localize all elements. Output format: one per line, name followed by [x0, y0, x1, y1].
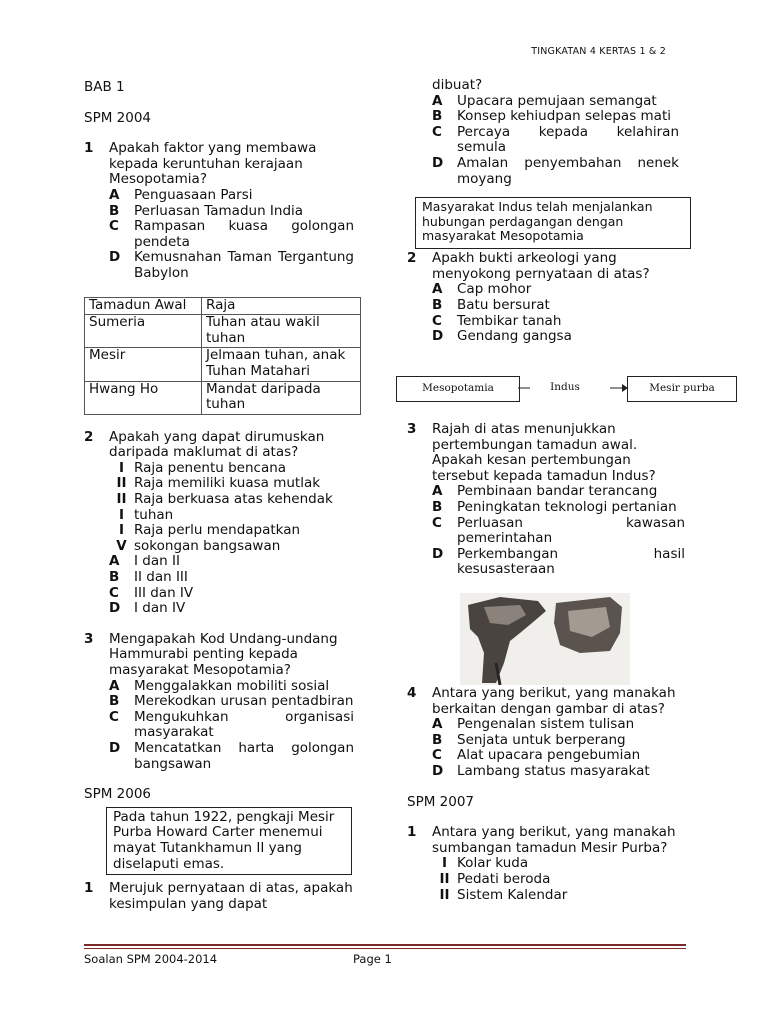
section-spm2007: SPM 2007: [407, 793, 475, 810]
section-spm2004: SPM 2004: [84, 109, 152, 126]
table-header: Tamadun Awal: [85, 297, 202, 315]
table-cell: Mandat daripada tuhan: [202, 381, 361, 414]
question-number: 1: [84, 140, 94, 157]
flow-box-mesopotamia: Mesopotamia: [396, 376, 520, 402]
flow-box-mesir-purba: Mesir purba: [627, 376, 737, 402]
stimulus-box-indus: Masyarakat Indus telah menjalankan hubungan perdagangan dengan masyarakat Mesopotamia: [415, 197, 691, 249]
table-cell: Hwang Ho: [85, 381, 202, 414]
artifact-image: [460, 593, 630, 685]
stimulus-box-2006: Pada tahun 1922, pengkaji Mesir Purba Howard Carter menemui mayat Tutankhamun II yang diselaputi emas.: [106, 807, 352, 875]
footer-divider: [84, 944, 686, 946]
flow-arrows: [518, 381, 628, 395]
right-column-bottom: [407, 686, 685, 903]
table-cell: Jelmaan tuhan, anak Tuhan Matahari: [202, 348, 361, 381]
question-2-right: 2 Apakh bukti arkeologi yang menyokong pernyataan di atas? A Cap mohor B Batu bersurat C Tembikar tanah D Gendang gangsa: [407, 250, 650, 345]
question-3: 3 Mengapakah Kod Undang-undang Hammurabi penting kepada masyarakat Mesopotamia? A Menggalakkan mobiliti sosial B Merekodkan urusan pentadbiran C Mengukuhkan organisasi masyarakat D Mencatatkan harta golongan bangsawan: [84, 630, 354, 772]
page-header: TINGKATAN 4 KERTAS 1 & 2: [531, 46, 666, 57]
question-4: 4 Antara yang berikut, yang manakah berkaitan dengan gambar di atas? A Pengenalan sistem tulisan B Senjata untuk berperang C Alat upacara pengebumian D Lambang status masyarakat: [407, 685, 676, 779]
table-cell: Mesir: [85, 348, 202, 381]
section-spm2006: SPM 2006: [84, 786, 152, 803]
question-3-right: 3 Rajah di atas menunjukkan pertembungan tamadun awal. Apakah kesan pertembungan tersebut kepada tamadun Indus? A Pembinaan bandar terancang B Peningkatan teknologi pertanian C Perluasan kawasan pemerintahan D Perkembangan hasil kesusasteraan: [407, 421, 685, 578]
right-column-lower: [407, 422, 685, 578]
page-number: Page 1: [353, 952, 392, 966]
question-text: Apakah faktor yang membawa kepada keruntuhan kerajaan Mesopotamia?: [109, 140, 317, 188]
question-1: 1 Apakah faktor yang membawa kepada keruntuhan kerajaan Mesopotamia? A Penguasaan Parsi B Perluasan Tamadun India C Rampasan kuasa golongan pendeta D Kemusnahan Taman Tergantung Babylon: [84, 140, 354, 281]
table-cell: Tuhan atau wakil tuhan: [202, 315, 361, 348]
question-1-2006: 1 Merujuk pernyataan di atas, apakah kesimpulan yang dapat: [84, 880, 353, 912]
footer-divider-thin: [84, 948, 686, 949]
option: Rampasan kuasa golongan pendeta: [134, 218, 354, 250]
table-header: Raja: [202, 297, 361, 315]
flow-box-indus: Indus: [550, 381, 580, 394]
chapter-label: BAB 1: [84, 79, 125, 95]
table-cell: Sumeria: [85, 315, 202, 348]
left-column: [84, 80, 354, 912]
civilization-table: [84, 297, 361, 415]
continued-text: dibuat?: [432, 77, 483, 93]
option: Kemusnahan Taman Tergantung Babylon: [134, 249, 354, 281]
question-2: 2 Apakah yang dapat dirumuskan daripada maklumat di atas? I Raja penentu bencana II Raja memiliki kuasa mutlak II Raja berkuasa atas kehendak I tuhan I Raja perlu mendapatkan V sokongan bangsawan A I dan II B II dan III C III dan IV D I dan IV: [84, 428, 333, 617]
question-1-2007: 1 Antara yang berikut, yang manakah sumbangan tamadun Mesir Purba? I Kolar kuda II Pedati beroda II Sistem Kalendar: [407, 824, 676, 903]
right-column: dibuat? A Upacara pemujaan semangat B Konsep kehiudpan selepas mati C Percaya kepada kelahiran semula D Amalan penyembahan nenek moyang Masyarakat Indus telah menjalankan hubungan perdagangan dengan masyarakat Mesopotamia 2 Apakh bukti arkeologi yang menyokong pernyataan di atas? A Cap mohor B Batu bersurat C Tembikar tanah D Gendang gangsa: [407, 78, 679, 345]
footer-title: Soalan SPM 2004-2014: [84, 952, 218, 966]
option: Penguasaan Parsi: [134, 186, 253, 203]
option: Perluasan Tamadun India: [134, 202, 304, 219]
